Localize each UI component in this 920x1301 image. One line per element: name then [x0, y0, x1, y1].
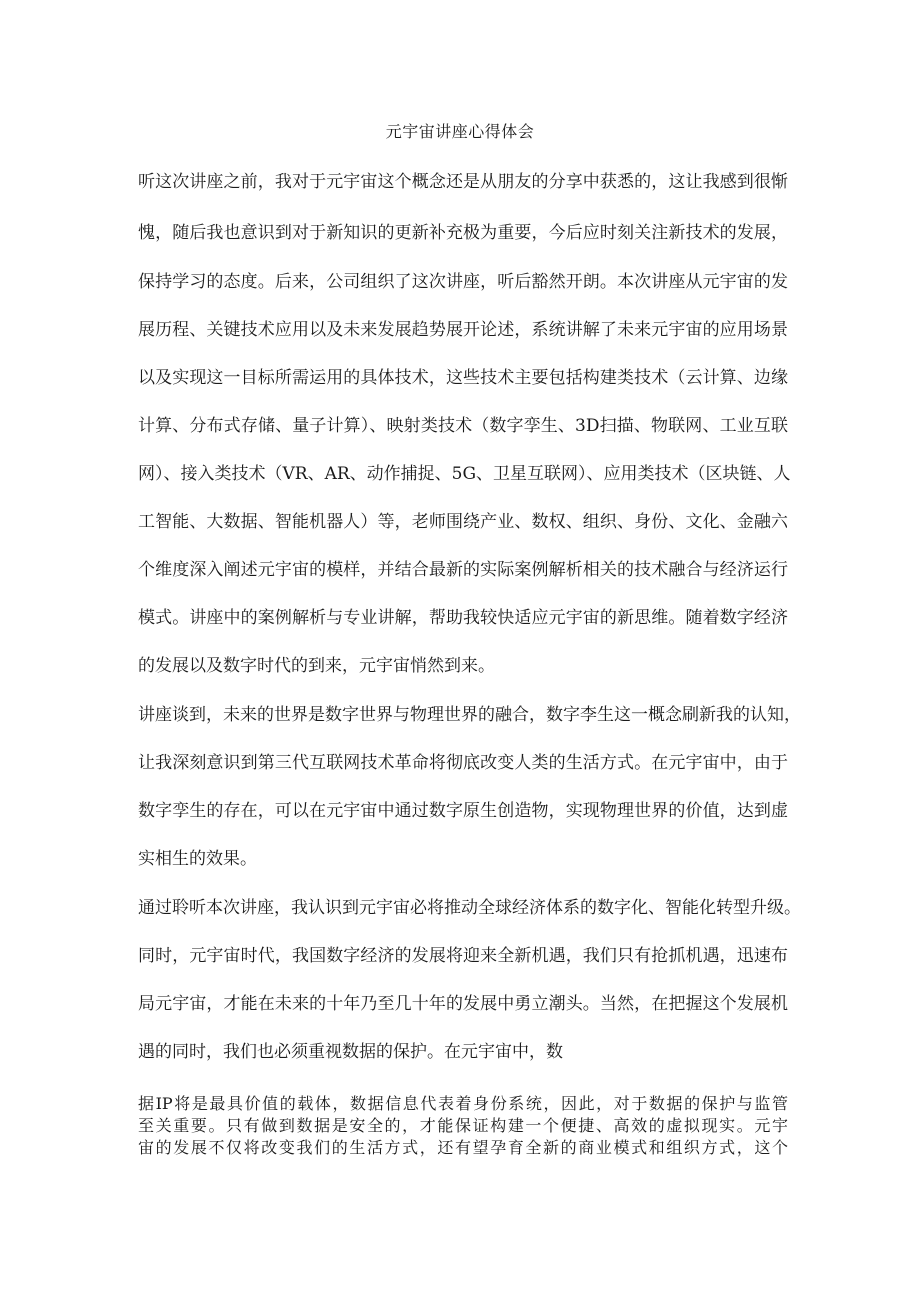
- paragraph-1-line: 以及实现这一目标所需运用的具体技术，这些技术主要包括构建类技术（云计算、边缘: [138, 368, 788, 388]
- paragraph-1-line: 愧，随后我也意识到对于新知识的更新补充极为重要，今后应时刻关注新技术的发展，: [138, 223, 788, 243]
- document-title: 元宇宙讲座心得体会: [385, 122, 535, 141]
- paragraph-3-line: 局元宇宙，才能在未来的十年乃至几十年的发展中勇立潮头。当然，在把握这个发展机: [138, 994, 788, 1014]
- paragraph-2-line: 讲座谈到，未来的世界是数字世界与物理世界的融合，数字李生这一概念刷新我的认知，: [138, 705, 801, 725]
- paragraph-4-line: 至关重要。只有做到数据是安全的，才能保证构建一个便捷、高效的虚拟现实。元宇: [138, 1116, 788, 1135]
- paragraph-1-line: 网）、接入类技术（VR、AR、动作捕捉、5G、卫星互联网）、应用类技术（区块链、人: [138, 464, 791, 484]
- paragraph-4-line: 宙的发展不仅将改变我们的生活方式，还有望孕育全新的商业模式和组织方式，这个: [138, 1138, 788, 1157]
- paragraph-1-line: 的发展以及数字时代的到来，元宇宙悄然到来。: [138, 656, 495, 676]
- paragraph-3-line: 遇的同时，我们也必须重视数据的保护。在元宇宙中，数: [138, 1042, 563, 1062]
- paragraph-3-line: 通过聆听本次讲座，我认识到元宇宙必将推动全球经济体系的数字化、智能化转型升级。: [138, 898, 801, 918]
- paragraph-1-line: 计算、分布式存储、量子计算）、映射类技术（数字孪生、3D扫描、物联网、工业互联: [138, 416, 788, 436]
- paragraph-1-line: 听这次讲座之前，我对于元宇宙这个概念还是从朋友的分享中获悉的，这让我感到很惭: [138, 172, 788, 192]
- paragraph-1-line: 工智能、大数据、智能机器人）等，老师围绕产业、数权、组织、身份、文化、金融六: [138, 512, 788, 532]
- paragraph-2-line: 实相生的效果。: [138, 849, 257, 869]
- paragraph-1-line: 模式。讲座中的案例解析与专业讲解，帮助我较快适应元宇宙的新思维。随着数字经济: [138, 608, 788, 628]
- paragraph-4-line: 据IP将是最具价值的载体，数据信息代表着身份系统，因此，对于数据的保护与监管: [138, 1094, 788, 1113]
- paragraph-3-line: 同时，元宇宙时代，我国数字经济的发展将迎来全新机遇，我们只有抢抓机遇，迅速布: [138, 946, 788, 966]
- paragraph-1-line: 保持学习的态度。后来，公司组织了这次讲座，听后豁然开朗。本次讲座从元宇宙的发: [138, 272, 788, 292]
- paragraph-1-line: 展历程、关键技术应用以及未来发展趋势展开论述，系统讲解了未来元宇宙的应用场景: [138, 320, 788, 340]
- paragraph-1-line: 个维度深入阐述元宇宙的模样，并结合最新的实际案例解析相关的技术融合与经济运行: [138, 560, 788, 580]
- paragraph-2-line: 数字孪生的存在，可以在元宇宙中通过数字原生创造物，实现物理世界的价值，达到虚: [138, 801, 788, 821]
- paragraph-2-line: 让我深刻意识到第三代互联网技术革命将彻底改变人类的生活方式。在元宇宙中，由于: [138, 753, 788, 773]
